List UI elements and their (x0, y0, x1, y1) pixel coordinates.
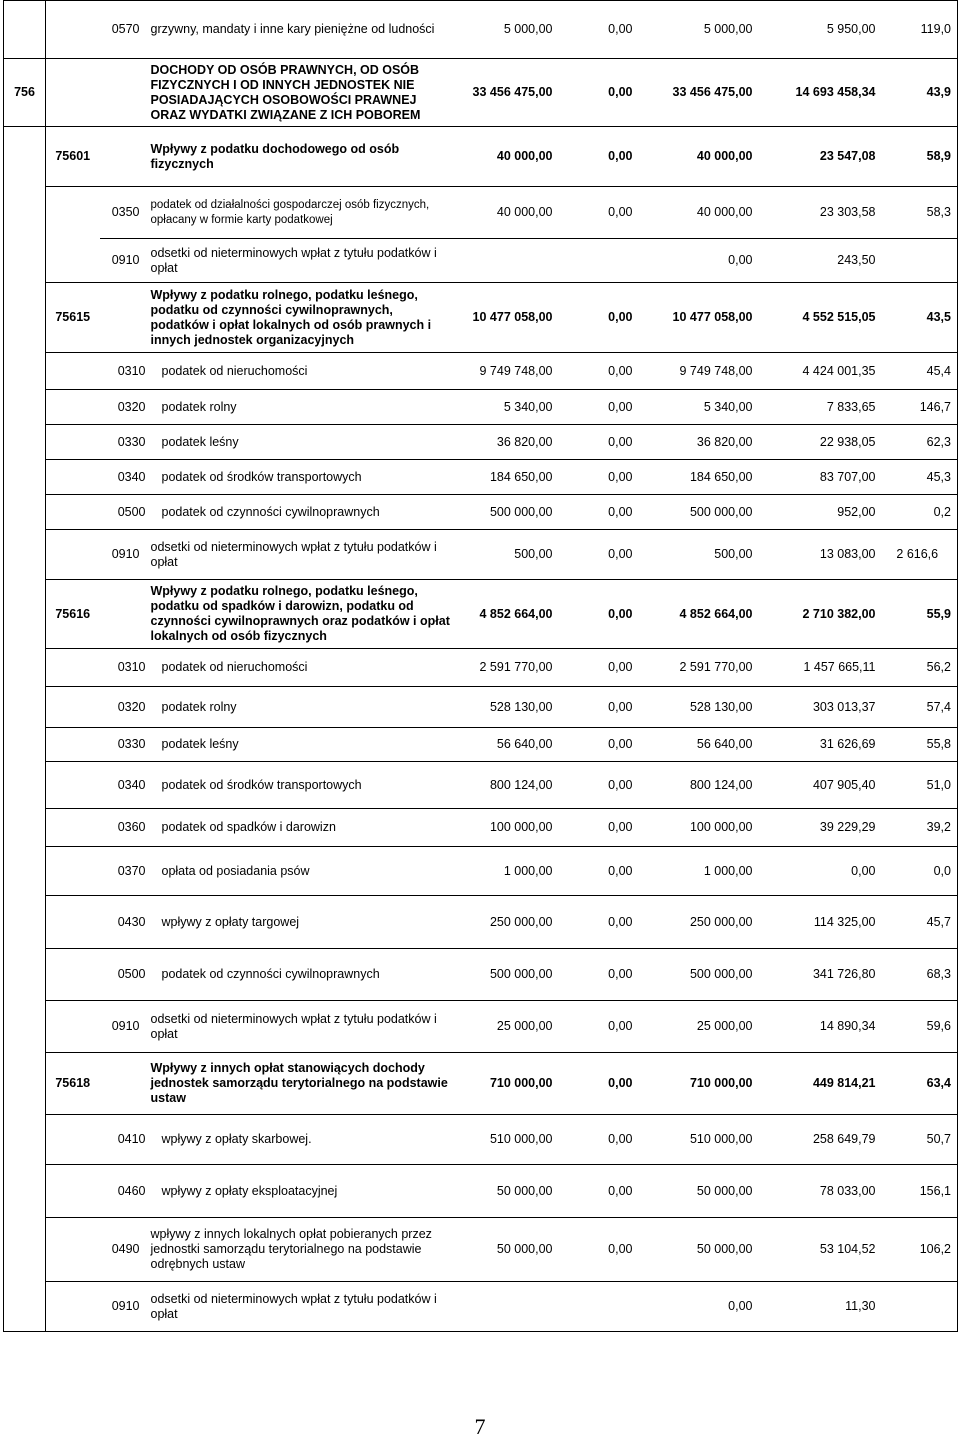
execution-cell: 4 424 001,35 (757, 353, 880, 390)
percent-cell: 58,3 (880, 187, 958, 239)
percent-cell: 63,4 (880, 1053, 958, 1115)
execution-cell: 114 325,00 (757, 896, 880, 949)
plan-after-changes-cell: 250 000,00 (637, 896, 757, 949)
rozdzial-cell (46, 59, 100, 127)
execution-cell: 39 229,29 (757, 809, 880, 847)
changes-cell: 0,00 (557, 460, 637, 495)
plan-after-changes-cell: 500 000,00 (637, 949, 757, 1001)
percent-cell: 39,2 (880, 809, 958, 847)
table-row (4, 1165, 958, 1218)
table-row (4, 762, 958, 809)
table-row (4, 390, 958, 425)
execution-cell: 53 104,52 (757, 1218, 880, 1282)
percent-cell: 57,4 (880, 687, 958, 728)
dzial-cell (4, 687, 46, 728)
plan-after-changes-cell: 0,00 (637, 1282, 757, 1332)
percent-cell: 51,0 (880, 762, 958, 809)
dzial-cell (4, 187, 46, 239)
percent-cell: 43,5 (880, 283, 958, 353)
description-cell: grzywny, mandaty i inne kary pieniężne od ludności (146, 1, 456, 59)
dzial-cell (4, 530, 46, 580)
changes-cell: 0,00 (557, 728, 637, 762)
plan-cell: 36 820,00 (456, 425, 557, 460)
percent-cell: 68,3 (880, 949, 958, 1001)
plan-cell: 710 000,00 (456, 1053, 557, 1115)
description-cell: wpływy z innych lokalnych opłat pobieranych przez jednostki samorządu terytorialnego na podstawie odrębnych ustaw (146, 1218, 456, 1282)
dzial-cell (4, 847, 46, 896)
description-cell: podatek od działalności gospodarczej osób fizycznych, opłacany w formie karty podatkowej (146, 187, 456, 239)
execution-cell: 22 938,05 (757, 425, 880, 460)
paragraf-cell: 0340 (100, 460, 146, 495)
execution-cell: 341 726,80 (757, 949, 880, 1001)
percent-cell: 45,3 (880, 460, 958, 495)
table-row (4, 728, 958, 762)
rozdzial-cell (46, 1, 100, 59)
paragraf-cell: 0320 (100, 390, 146, 425)
table-row (4, 649, 958, 687)
changes-cell: 0,00 (557, 283, 637, 353)
percent-cell: 156,1 (880, 1165, 958, 1218)
dzial-cell (4, 580, 46, 649)
rozdzial-cell (46, 687, 100, 728)
paragraf-cell: 0500 (100, 949, 146, 1001)
table-row (4, 353, 958, 390)
changes-cell: 0,00 (557, 127, 637, 187)
rozdzial-cell (46, 1282, 100, 1332)
rozdzial-cell (46, 353, 100, 390)
plan-cell: 5 340,00 (456, 390, 557, 425)
paragraf-cell: 0460 (100, 1165, 146, 1218)
table-row (4, 1053, 958, 1115)
changes-cell: 0,00 (557, 353, 637, 390)
paragraf-cell: 0910 (100, 1282, 146, 1332)
execution-cell: 0,00 (757, 847, 880, 896)
rozdzial-cell (46, 649, 100, 687)
rozdzial-cell (46, 809, 100, 847)
dzial-cell (4, 809, 46, 847)
plan-after-changes-cell: 56 640,00 (637, 728, 757, 762)
table-row (4, 1282, 958, 1332)
rozdzial-cell: 75616 (46, 580, 100, 649)
plan-after-changes-cell: 5 000,00 (637, 1, 757, 59)
percent-cell: 58,9 (880, 127, 958, 187)
percent-cell: 56,2 (880, 649, 958, 687)
description-cell: podatek rolny (146, 390, 456, 425)
dzial-cell (4, 239, 46, 283)
paragraf-cell: 0910 (100, 1001, 146, 1053)
plan-after-changes-cell: 4 852 664,00 (637, 580, 757, 649)
page-number: 7 (474, 1414, 486, 1439)
changes-cell: 0,00 (557, 59, 637, 127)
plan-after-changes-cell: 510 000,00 (637, 1115, 757, 1165)
table-row (4, 495, 958, 530)
execution-cell: 449 814,21 (757, 1053, 880, 1115)
table-row (4, 687, 958, 728)
percent-cell: 43,9 (880, 59, 958, 127)
plan-cell: 500,00 (456, 530, 557, 580)
description-cell: podatek od czynności cywilnoprawnych (146, 949, 456, 1001)
rozdzial-cell (46, 1115, 100, 1165)
table-row (4, 127, 958, 187)
paragraf-cell (100, 283, 146, 353)
execution-cell: 14 693 458,34 (757, 59, 880, 127)
percent-cell: 0,2 (880, 495, 958, 530)
description-cell: wpływy z opłaty eksploatacyjnej (146, 1165, 456, 1218)
paragraf-cell (100, 59, 146, 127)
execution-cell: 31 626,69 (757, 728, 880, 762)
plan-after-changes-cell: 25 000,00 (637, 1001, 757, 1053)
dzial-cell (4, 1115, 46, 1165)
plan-after-changes-cell: 0,00 (637, 239, 757, 283)
changes-cell: 0,00 (557, 1165, 637, 1218)
plan-cell: 56 640,00 (456, 728, 557, 762)
execution-cell: 2 710 382,00 (757, 580, 880, 649)
plan-cell: 1 000,00 (456, 847, 557, 896)
table-row (4, 59, 958, 127)
changes-cell: 0,00 (557, 1, 637, 59)
plan-after-changes-cell: 50 000,00 (637, 1218, 757, 1282)
plan-cell: 40 000,00 (456, 127, 557, 187)
description-cell: odsetki od nieterminowych wpłat z tytułu podatków i opłat (146, 1282, 456, 1332)
dzial-cell (4, 460, 46, 495)
plan-cell (456, 239, 557, 283)
changes-cell: 0,00 (557, 580, 637, 649)
description-cell: podatek od nieruchomości (146, 353, 456, 390)
plan-after-changes-cell: 2 591 770,00 (637, 649, 757, 687)
plan-after-changes-cell: 50 000,00 (637, 1165, 757, 1218)
execution-cell: 4 552 515,05 (757, 283, 880, 353)
plan-after-changes-cell: 40 000,00 (637, 127, 757, 187)
plan-cell: 100 000,00 (456, 809, 557, 847)
plan-after-changes-cell: 10 477 058,00 (637, 283, 757, 353)
changes-cell: 0,00 (557, 187, 637, 239)
changes-cell (557, 1282, 637, 1332)
plan-cell: 10 477 058,00 (456, 283, 557, 353)
dzial-cell (4, 425, 46, 460)
table-row (4, 809, 958, 847)
dzial-cell (4, 896, 46, 949)
execution-cell: 14 890,34 (757, 1001, 880, 1053)
dzial-cell (4, 649, 46, 687)
description-cell: podatek od środków transportowych (146, 762, 456, 809)
dzial-cell (4, 1053, 46, 1115)
paragraf-cell: 0490 (100, 1218, 146, 1282)
percent-cell (880, 239, 958, 283)
paragraf-cell: 0310 (100, 649, 146, 687)
rozdzial-cell (46, 896, 100, 949)
dzial-cell: 756 (4, 59, 46, 127)
plan-cell (456, 1282, 557, 1332)
description-cell: odsetki od nieterminowych wpłat z tytułu podatków i opłat (146, 530, 456, 580)
rozdzial-cell (46, 762, 100, 809)
dzial-cell (4, 390, 46, 425)
plan-after-changes-cell: 500,00 (637, 530, 757, 580)
plan-after-changes-cell: 40 000,00 (637, 187, 757, 239)
plan-after-changes-cell: 100 000,00 (637, 809, 757, 847)
description-cell: Wpływy z innych opłat stanowiących dochody jednostek samorządu terytorialnego na podstawie ustaw (146, 1053, 456, 1115)
rozdzial-cell (46, 390, 100, 425)
description-cell: podatek leśny (146, 425, 456, 460)
description-cell: podatek od środków transportowych (146, 460, 456, 495)
description-cell: Wpływy z podatku rolnego, podatku leśnego, podatku od czynności cywilnoprawnych, podatków i opłat lokalnych od osób prawnych i innych jednostek organizacyjnych (146, 283, 456, 353)
paragraf-cell (100, 580, 146, 649)
plan-after-changes-cell: 528 130,00 (637, 687, 757, 728)
rozdzial-cell (46, 728, 100, 762)
plan-after-changes-cell: 710 000,00 (637, 1053, 757, 1115)
description-cell: podatek od spadków i darowizn (146, 809, 456, 847)
paragraf-cell: 0340 (100, 762, 146, 809)
plan-after-changes-cell: 184 650,00 (637, 460, 757, 495)
plan-after-changes-cell: 1 000,00 (637, 847, 757, 896)
dzial-cell (4, 762, 46, 809)
description-cell: podatek rolny (146, 687, 456, 728)
paragraf-cell: 0360 (100, 809, 146, 847)
description-cell: wpływy z opłaty targowej (146, 896, 456, 949)
plan-cell: 50 000,00 (456, 1165, 557, 1218)
percent-cell: 2 616,6 (880, 530, 958, 580)
description-cell: odsetki od nieterminowych wpłat z tytułu podatków i opłat (146, 1001, 456, 1053)
table-row (4, 580, 958, 649)
paragraf-cell: 0910 (100, 239, 146, 283)
table-row (4, 847, 958, 896)
plan-cell: 510 000,00 (456, 1115, 557, 1165)
rozdzial-cell (46, 239, 100, 283)
paragraf-cell: 0570 (100, 1, 146, 59)
dzial-cell (4, 949, 46, 1001)
changes-cell: 0,00 (557, 495, 637, 530)
table-row (4, 239, 958, 283)
changes-cell: 0,00 (557, 1053, 637, 1115)
changes-cell: 0,00 (557, 1218, 637, 1282)
rozdzial-cell: 75618 (46, 1053, 100, 1115)
percent-cell: 59,6 (880, 1001, 958, 1053)
percent-cell: 55,9 (880, 580, 958, 649)
changes-cell: 0,00 (557, 649, 637, 687)
changes-cell: 0,00 (557, 896, 637, 949)
plan-cell: 33 456 475,00 (456, 59, 557, 127)
changes-cell: 0,00 (557, 530, 637, 580)
percent-cell (880, 1282, 958, 1332)
plan-after-changes-cell: 9 749 748,00 (637, 353, 757, 390)
plan-after-changes-cell: 36 820,00 (637, 425, 757, 460)
rozdzial-cell (46, 460, 100, 495)
rozdzial-cell: 75615 (46, 283, 100, 353)
plan-after-changes-cell: 5 340,00 (637, 390, 757, 425)
description-cell: Wpływy z podatku rolnego, podatku leśnego, podatku od spadków i darowizn, podatku od czynności cywilnoprawnych oraz podatków i opłat lokalnych od osób fizycznych (146, 580, 456, 649)
execution-cell: 78 033,00 (757, 1165, 880, 1218)
paragraf-cell: 0330 (100, 425, 146, 460)
plan-cell: 184 650,00 (456, 460, 557, 495)
rozdzial-cell (46, 495, 100, 530)
description-cell: wpływy z opłaty skarbowej. (146, 1115, 456, 1165)
percent-cell: 106,2 (880, 1218, 958, 1282)
paragraf-cell (100, 1053, 146, 1115)
paragraf-cell: 0500 (100, 495, 146, 530)
changes-cell: 0,00 (557, 847, 637, 896)
percent-cell: 119,0 (880, 1, 958, 59)
paragraf-cell: 0350 (100, 187, 146, 239)
execution-cell: 952,00 (757, 495, 880, 530)
execution-cell: 13 083,00 (757, 530, 880, 580)
execution-cell: 23 303,58 (757, 187, 880, 239)
table-row (4, 896, 958, 949)
table-row (4, 530, 958, 580)
rozdzial-cell (46, 187, 100, 239)
paragraf-cell (100, 127, 146, 187)
changes-cell: 0,00 (557, 809, 637, 847)
dzial-cell (4, 283, 46, 353)
execution-cell: 243,50 (757, 239, 880, 283)
dzial-cell (4, 1, 46, 59)
changes-cell: 0,00 (557, 949, 637, 1001)
execution-cell: 407 905,40 (757, 762, 880, 809)
percent-cell: 62,3 (880, 425, 958, 460)
plan-cell: 5 000,00 (456, 1, 557, 59)
rozdzial-cell (46, 847, 100, 896)
dzial-cell (4, 353, 46, 390)
table-row (4, 1218, 958, 1282)
dzial-cell (4, 728, 46, 762)
dzial-cell (4, 1282, 46, 1332)
plan-after-changes-cell: 800 124,00 (637, 762, 757, 809)
percent-cell: 45,4 (880, 353, 958, 390)
rozdzial-cell: 75601 (46, 127, 100, 187)
table-row (4, 1115, 958, 1165)
changes-cell: 0,00 (557, 390, 637, 425)
description-cell: podatek leśny (146, 728, 456, 762)
paragraf-cell: 0410 (100, 1115, 146, 1165)
table-row (4, 425, 958, 460)
table-row (4, 949, 958, 1001)
table-row (4, 283, 958, 353)
execution-cell: 258 649,79 (757, 1115, 880, 1165)
plan-cell: 4 852 664,00 (456, 580, 557, 649)
percent-cell: 146,7 (880, 390, 958, 425)
paragraf-cell: 0320 (100, 687, 146, 728)
plan-cell: 50 000,00 (456, 1218, 557, 1282)
changes-cell: 0,00 (557, 762, 637, 809)
dzial-cell (4, 1165, 46, 1218)
execution-cell: 7 833,65 (757, 390, 880, 425)
execution-cell: 5 950,00 (757, 1, 880, 59)
percent-cell: 0,0 (880, 847, 958, 896)
execution-cell: 83 707,00 (757, 460, 880, 495)
execution-cell: 11,30 (757, 1282, 880, 1332)
rozdzial-cell (46, 1165, 100, 1218)
dzial-cell (4, 1001, 46, 1053)
changes-cell: 0,00 (557, 425, 637, 460)
execution-cell: 23 547,08 (757, 127, 880, 187)
description-cell: podatek od czynności cywilnoprawnych (146, 495, 456, 530)
table-row (4, 1001, 958, 1053)
percent-cell: 45,7 (880, 896, 958, 949)
plan-cell: 2 591 770,00 (456, 649, 557, 687)
plan-cell: 40 000,00 (456, 187, 557, 239)
dzial-cell (4, 1218, 46, 1282)
paragraf-cell: 0430 (100, 896, 146, 949)
changes-cell: 0,00 (557, 1001, 637, 1053)
description-cell: opłata od posiadania psów (146, 847, 456, 896)
description-cell: odsetki od nieterminowych wpłat z tytułu podatków i opłat (146, 239, 456, 283)
paragraf-cell: 0330 (100, 728, 146, 762)
rozdzial-cell (46, 1001, 100, 1053)
plan-cell: 500 000,00 (456, 495, 557, 530)
paragraf-cell: 0910 (100, 530, 146, 580)
table-row (4, 187, 958, 239)
changes-cell (557, 239, 637, 283)
plan-cell: 9 749 748,00 (456, 353, 557, 390)
plan-cell: 528 130,00 (456, 687, 557, 728)
plan-after-changes-cell: 33 456 475,00 (637, 59, 757, 127)
dzial-cell (4, 495, 46, 530)
description-cell: DOCHODY OD OSÓB PRAWNYCH, OD OSÓB FIZYCZNYCH I OD INNYCH JEDNOSTEK NIE POSIADAJĄCYCH OSOBOWOŚCI PRAWNEJ ORAZ WYDATKI ZWIĄZANE Z ICH POBOREM (146, 59, 456, 127)
changes-cell: 0,00 (557, 687, 637, 728)
budget-table (3, 0, 958, 1332)
plan-after-changes-cell: 500 000,00 (637, 495, 757, 530)
rozdzial-cell (46, 949, 100, 1001)
paragraf-cell: 0370 (100, 847, 146, 896)
dzial-cell (4, 127, 46, 187)
rozdzial-cell (46, 425, 100, 460)
plan-cell: 500 000,00 (456, 949, 557, 1001)
percent-cell: 50,7 (880, 1115, 958, 1165)
rozdzial-cell (46, 530, 100, 580)
plan-cell: 250 000,00 (456, 896, 557, 949)
execution-cell: 303 013,37 (757, 687, 880, 728)
execution-cell: 1 457 665,11 (757, 649, 880, 687)
description-cell: podatek od nieruchomości (146, 649, 456, 687)
paragraf-cell: 0310 (100, 353, 146, 390)
description-cell: Wpływy z podatku dochodowego od osób fizycznych (146, 127, 456, 187)
changes-cell: 0,00 (557, 1115, 637, 1165)
table-row (4, 1, 958, 59)
table-row (4, 460, 958, 495)
rozdzial-cell (46, 1218, 100, 1282)
percent-cell: 55,8 (880, 728, 958, 762)
plan-cell: 800 124,00 (456, 762, 557, 809)
plan-cell: 25 000,00 (456, 1001, 557, 1053)
